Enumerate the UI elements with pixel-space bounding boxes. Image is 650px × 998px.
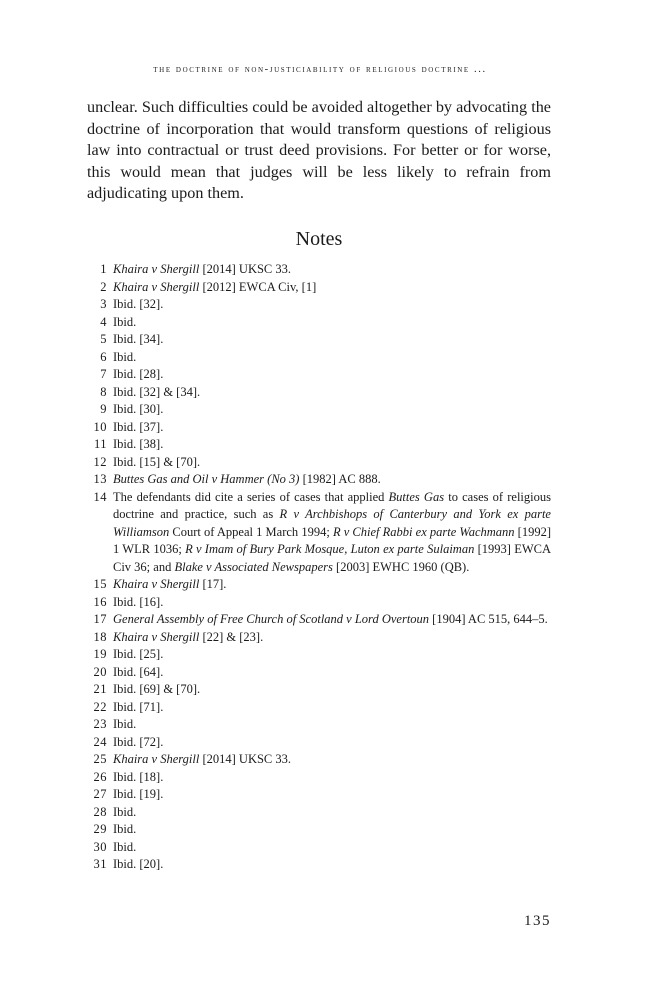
note-item bbox=[87, 401, 551, 419]
note-number: 12 bbox=[93, 454, 107, 469]
note-item bbox=[87, 611, 551, 629]
page-number: 135 bbox=[524, 913, 551, 929]
note-item bbox=[87, 839, 551, 857]
body-paragraph: unclear. Such difficulties could be avoided altogether by advocating the doctrine of incorporation that would transform questions of religious law into contractual or trust deed provisions. For better or for worse, this would mean that judges will be less likely to refrain from adjudicating upon them. bbox=[87, 98, 551, 203]
note-item bbox=[87, 629, 551, 647]
note-text-run: Ibid. [30]. bbox=[113, 402, 164, 416]
note-text-run: [1982] AC 888. bbox=[299, 472, 381, 486]
note-text-run: Ibid. [20]. bbox=[113, 857, 164, 871]
note-number: 30 bbox=[93, 839, 107, 854]
note-number: 19 bbox=[93, 647, 107, 661]
note-text bbox=[113, 331, 551, 349]
note-text bbox=[113, 366, 551, 384]
note-text bbox=[113, 681, 551, 699]
note-text-run: Ibid. bbox=[113, 314, 137, 329]
note-text-run: [1992] 1 WLR 1036; bbox=[113, 524, 552, 556]
note-number: 13 bbox=[93, 472, 107, 486]
notes-list bbox=[87, 261, 551, 874]
note-text-run: Ibid. bbox=[113, 822, 137, 836]
note-text-run: Ibid. bbox=[113, 349, 137, 364]
notes-heading: Notes bbox=[295, 228, 343, 250]
note-item bbox=[87, 279, 551, 297]
note-text-run: Ibid. [69] & [70]. bbox=[113, 682, 201, 696]
note-number: 18 bbox=[93, 629, 107, 644]
note-text bbox=[113, 314, 551, 332]
note-case-name: Buttes Gas bbox=[388, 489, 445, 504]
note-case-name: Khaira v Shergill bbox=[113, 752, 200, 766]
note-number: 23 bbox=[93, 717, 107, 731]
note-item bbox=[87, 681, 551, 699]
note-number: 26 bbox=[93, 769, 107, 784]
note-item bbox=[87, 331, 551, 349]
note-text-run: [2014] UKSC 33. bbox=[199, 262, 292, 276]
note-text bbox=[113, 716, 551, 734]
note-number: 25 bbox=[93, 752, 107, 766]
note-case-name: R v Imam of Bury Park Mosque, Luton ex parte Sulaiman bbox=[185, 542, 475, 556]
note-text-run: Ibid. bbox=[113, 839, 137, 854]
note-item bbox=[87, 786, 551, 804]
note-case-name: General Assembly of Free Church of Scotland v Lord Overtoun bbox=[113, 612, 430, 626]
note-text-run: Ibid. [32] & [34]. bbox=[113, 384, 201, 399]
note-item bbox=[87, 436, 551, 454]
note-text-run: Court of Appeal 1 March 1994; bbox=[169, 524, 333, 539]
note-text bbox=[113, 384, 551, 402]
note-item bbox=[87, 856, 551, 874]
note-number: 10 bbox=[93, 419, 107, 434]
note-text bbox=[113, 419, 551, 437]
note-text bbox=[113, 296, 551, 314]
note-text-run: Ibid. [34]. bbox=[113, 332, 164, 346]
note-text bbox=[113, 769, 551, 787]
note-text bbox=[113, 786, 551, 804]
note-text-run: Ibid. [71]. bbox=[113, 699, 164, 714]
note-text-run: Ibid. bbox=[113, 804, 137, 819]
note-text bbox=[113, 349, 551, 367]
note-text bbox=[113, 699, 551, 717]
note-text-run: [1904] AC 515, 644–5. bbox=[429, 612, 548, 626]
note-item bbox=[87, 349, 551, 367]
note-text bbox=[113, 821, 551, 839]
note-text bbox=[113, 856, 551, 874]
note-item bbox=[87, 646, 551, 664]
note-text bbox=[113, 734, 551, 752]
note-text-run: Ibid. [19]. bbox=[113, 787, 164, 801]
note-number: 4 bbox=[100, 314, 107, 329]
note-number: 14 bbox=[93, 489, 107, 504]
note-item bbox=[87, 454, 551, 472]
note-case-name: R v Archbishops of Canterbury and York ex parte Williamson bbox=[113, 507, 551, 539]
note-text-run: [22] & [23]. bbox=[199, 629, 264, 644]
note-text bbox=[113, 261, 551, 279]
note-text-run: [1993] EWCA Civ 36; and bbox=[113, 542, 551, 574]
note-number: 2 bbox=[100, 279, 107, 294]
note-text bbox=[113, 279, 551, 297]
note-item bbox=[87, 419, 551, 437]
note-text bbox=[113, 804, 551, 822]
note-item bbox=[87, 296, 551, 314]
note-number: 24 bbox=[93, 734, 107, 749]
note-text-run: Ibid. [25]. bbox=[113, 647, 164, 661]
note-item bbox=[87, 716, 551, 734]
note-text bbox=[113, 611, 551, 629]
note-number: 20 bbox=[93, 664, 107, 679]
note-text bbox=[113, 401, 551, 419]
note-item bbox=[87, 821, 551, 839]
note-number: 15 bbox=[93, 577, 107, 591]
note-item bbox=[87, 664, 551, 682]
note-item bbox=[87, 576, 551, 594]
note-number: 9 bbox=[100, 402, 107, 416]
note-text bbox=[113, 629, 551, 647]
note-text bbox=[113, 664, 551, 682]
note-text bbox=[113, 489, 551, 577]
note-item bbox=[87, 471, 551, 489]
note-text bbox=[113, 839, 551, 857]
note-number: 5 bbox=[100, 332, 107, 346]
note-case-name: Buttes Gas and Oil v Hammer (No 3) bbox=[113, 472, 300, 486]
note-number: 6 bbox=[100, 349, 107, 364]
note-case-name: Khaira v Shergill bbox=[113, 279, 200, 294]
note-text-run: [2003] EWHC 1960 (QB). bbox=[332, 559, 470, 574]
note-text bbox=[113, 471, 551, 489]
note-item bbox=[87, 384, 551, 402]
note-text bbox=[113, 454, 551, 472]
note-item bbox=[87, 261, 551, 279]
note-number: 21 bbox=[93, 682, 107, 696]
note-number: 27 bbox=[93, 787, 107, 801]
note-text bbox=[113, 751, 551, 769]
note-number: 8 bbox=[100, 384, 107, 399]
note-case-name: Khaira v Shergill bbox=[113, 577, 200, 591]
note-text-run: [17]. bbox=[199, 577, 227, 591]
note-text-run: to cases of religious doctrine and practice, such as bbox=[113, 489, 551, 521]
note-number: 3 bbox=[100, 297, 107, 311]
note-text-run: Ibid. [38]. bbox=[113, 437, 164, 451]
note-text-run: Ibid. [16]. bbox=[113, 594, 164, 609]
note-number: 28 bbox=[93, 804, 107, 819]
note-text-run: [2012] EWCA Civ, [1] bbox=[199, 279, 317, 294]
running-head: the doctrine of non-justiciability of religious doctrine ... bbox=[153, 64, 487, 75]
note-item bbox=[87, 699, 551, 717]
note-text bbox=[113, 576, 551, 594]
note-text bbox=[113, 594, 551, 612]
note-text-run: Ibid. [18]. bbox=[113, 769, 164, 784]
note-text-run: Ibid. [15] & [70]. bbox=[113, 454, 201, 469]
note-number: 31 bbox=[93, 857, 107, 871]
note-text-run: Ibid. [64]. bbox=[113, 664, 164, 679]
note-text-run: Ibid. bbox=[113, 717, 137, 731]
note-item bbox=[87, 366, 551, 384]
note-item bbox=[87, 489, 551, 577]
note-text bbox=[113, 646, 551, 664]
note-number: 22 bbox=[93, 699, 107, 714]
note-item bbox=[87, 594, 551, 612]
note-item bbox=[87, 769, 551, 787]
note-text-run: Ibid. [37]. bbox=[113, 419, 164, 434]
note-case-name: R v Chief Rabbi ex parte Wachmann bbox=[332, 524, 515, 539]
note-number: 16 bbox=[93, 594, 107, 609]
note-case-name: Khaira v Shergill bbox=[113, 629, 200, 644]
note-number: 1 bbox=[100, 262, 107, 276]
note-number: 17 bbox=[93, 612, 107, 626]
note-text bbox=[113, 436, 551, 454]
note-item bbox=[87, 734, 551, 752]
note-item bbox=[87, 751, 551, 769]
note-text-run: [2014] UKSC 33. bbox=[199, 752, 292, 766]
note-text-run: Ibid. [72]. bbox=[113, 734, 164, 749]
note-number: 7 bbox=[100, 367, 107, 381]
note-text-run: Ibid. [28]. bbox=[113, 367, 164, 381]
note-item bbox=[87, 314, 551, 332]
note-case-name: Khaira v Shergill bbox=[113, 262, 200, 276]
note-item bbox=[87, 804, 551, 822]
note-number: 11 bbox=[93, 437, 107, 451]
note-number: 29 bbox=[93, 822, 107, 836]
note-case-name: Blake v Associated Newspapers bbox=[174, 559, 333, 574]
note-text-run: Ibid. [32]. bbox=[113, 297, 164, 311]
note-text-run: The defendants did cite a series of cases that applied bbox=[113, 489, 389, 504]
